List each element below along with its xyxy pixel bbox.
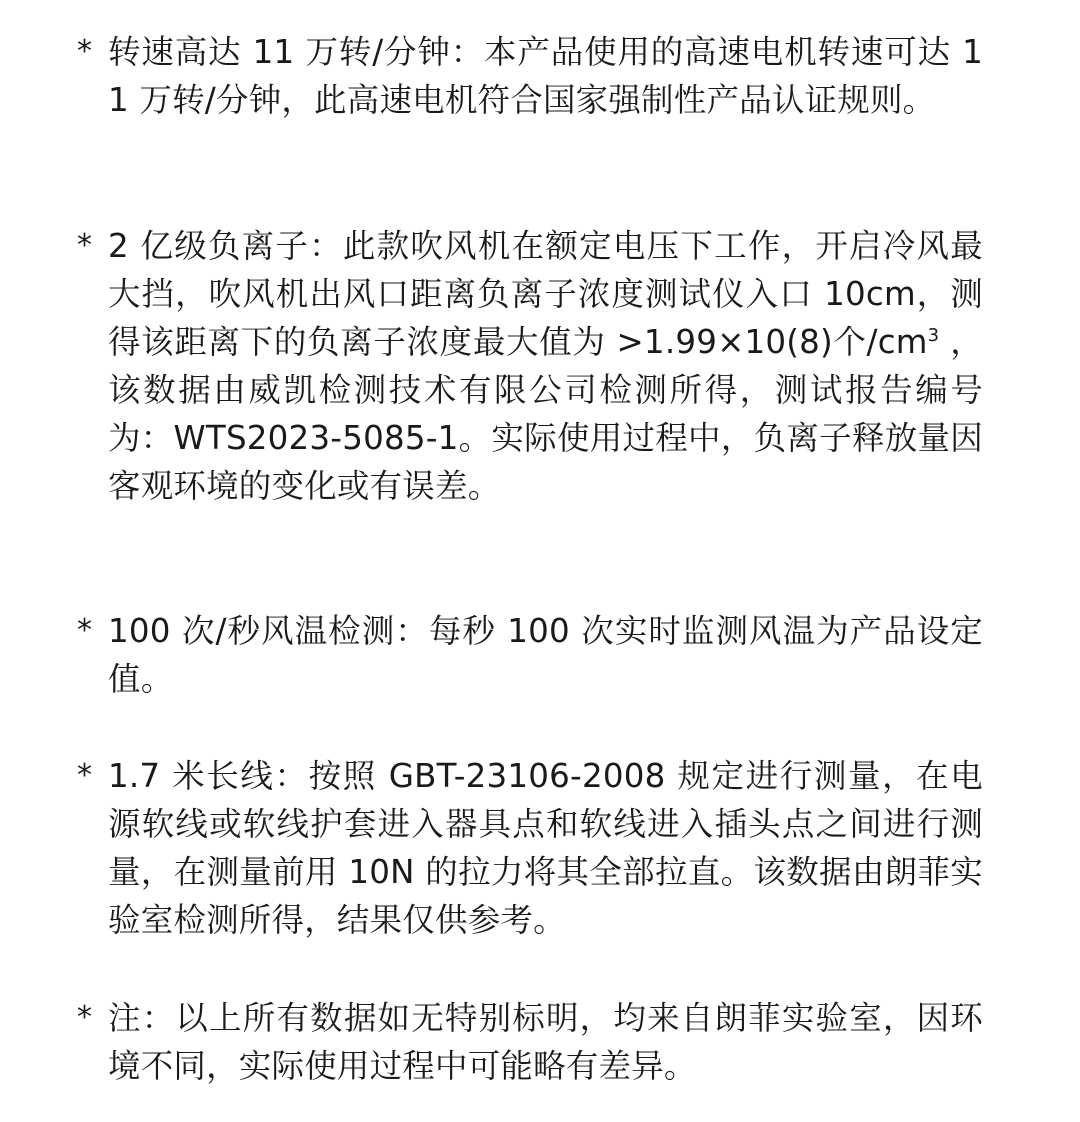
bullet-asterisk: *	[77, 758, 92, 793]
note-text: 100 次/秒风温检测：每秒 100 次实时监测风温为产品设定值。	[108, 612, 983, 698]
note-text: 1.7 米长线：按照 GBT-23106-2008 规定进行测量，在电源软线或软线护套进入器具点和软线进入插头点之间进行测量，在测量前用 10N 的拉力将其全部拉直。该数据由朗菲实验室检测所得，结果仅供参考。	[108, 757, 983, 939]
note-text: 转速高达 11 万转/分钟：本产品使用的高速电机转速可达 11 万转/分钟，此高速电机符合国家强制性产品认证规则。	[108, 33, 983, 119]
bullet-asterisk: *	[77, 1000, 92, 1035]
bullet-asterisk: *	[77, 34, 92, 69]
note-text-part: ，该数据由威凯检测技术有限公司检测所得，测试报告编号为：WTS2023-5085-1。实际使用过程中，负离子释放量因客观环境的变化或有误差。	[108, 323, 983, 505]
note-text-part: 2 亿级负离子：此款吹风机在额定电压下工作，开启冷风最大挡，吹风机出风口距离负离子浓度测试仪入口 10cm，测得该距离下的负离子浓度最大值为 >1.99×10(8)个/cm	[108, 227, 983, 361]
note-text: 注：以上所有数据如无特别标明，均来自朗菲实验室，因环境不同，实际使用过程中可能略有差异。	[108, 999, 983, 1085]
superscript-exponent: 3	[927, 325, 940, 347]
bullet-asterisk: *	[77, 613, 92, 648]
bullet-asterisk: *	[77, 228, 92, 263]
note-text	[108, 222, 983, 510]
